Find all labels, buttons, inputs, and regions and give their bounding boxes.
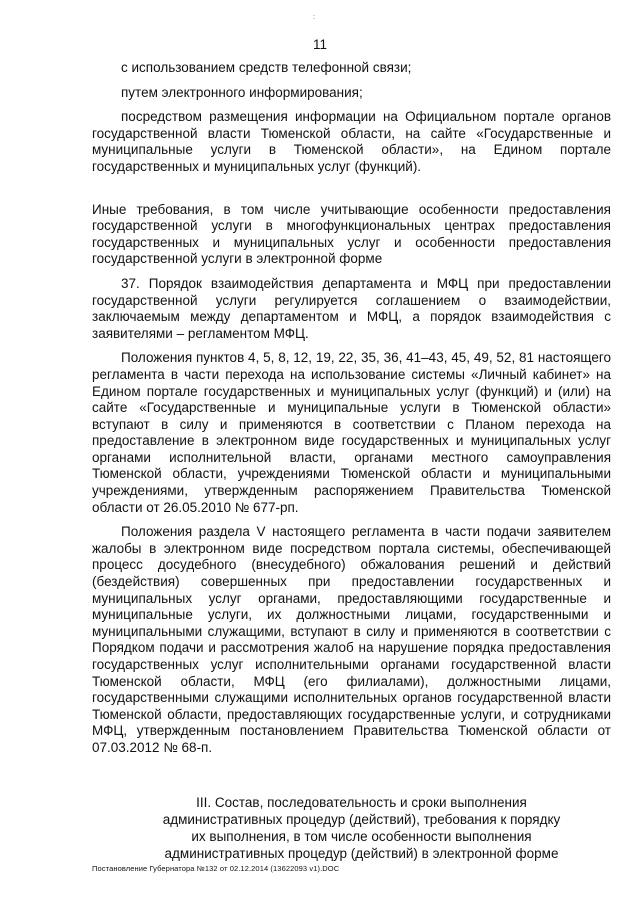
heading-line: административных процедур (действий), требования к порядку [162, 811, 561, 827]
page-number: 11 [312, 37, 327, 52]
heading-line: их выполнения, в том числе особенности выполнения [191, 828, 532, 844]
scan-mark: : [313, 14, 315, 21]
paragraph-portal: посредством размещения информации на Официальном портале органов государственной власти Тюменской области, на сайте «Государственные и муниципальные услуги в Тюменской области», на Едином портале государственных и муниципальных услуг (функций). [92, 109, 611, 174]
document-footer: Постановление Губернатора №132 от 02.12.2014 (13622093 v1).DOC [92, 864, 340, 873]
section-subheading: Иные требования, в том числе учитывающие особенности предоставления государственной услуги в многофункциональных центрах предоставления государственных и муниципальных услуг и особенности предоставления государственной услуги в электронной форме [92, 201, 611, 267]
paragraph-37: 37. Порядок взаимодействия департамента и МФЦ при предоставлении государственной услуги регулируется соглашением о взаимодействии, заключаемым между департаментом и МФЦ, а порядок взаимодействия с заявителями – регламентом МФЦ. [92, 275, 611, 341]
paragraph-provisions-section-v: Положения раздела V настоящего регламента в части подачи заявителем жалобы в электронном виде посредством портала системы, обеспечивающей процесс досудебного (внесудебного) обжалования решений и действий (бездействия) совершенных при предоставлении государственных и муниципальных услуг органами, предоставляющими государственные и муниципальные услуги, их должностными лицами, государственными и муниципальными служащими, вступают в силу и применяются в соответствии с Порядком подачи и рассмотрения жалоб на нарушение порядка предоставления государственных услуг исполнительными органами государственной власти Тюменской области, МФЦ (его филиалами), должностными лицами, государственными служащими исполнительных органов государственной власти Тюменской области, предоставляющих государственные услуги, и сотрудниками МФЦ, утвержденным постановлением Правительства Тюменской области от 07.03.2012 № 68-п. [92, 524, 611, 755]
paragraph-provisions-points: Положения пунктов 4, 5, 8, 12, 19, 22, 35, 36, 41–43, 45, 49, 52, 81 настоящего регламента в части перехода на использование системы «Личный кабинет» на Едином портале государственных и муниципальных услуг (функций) и (или) на сайте «Государственные и муниципальные услуги в Тюменской области» вступают в силу и применяются в соответствии с Планом перехода на предоставление в электронном виде государственных и муниципальных услуг органами исполнительной власти, органами местного самоуправления Тюменской области, учреждениями Тюменской области и муниципальными учреждениями, утвержденным распоряжением Правительства Тюменской области от 26.05.2010 № 677-рп. [92, 350, 611, 515]
paragraph-electronic-info: путем электронного информирования; [121, 84, 363, 100]
heading-line: III. Состав, последовательность и сроки выполнения [196, 794, 527, 810]
section-heading-iii [92, 794, 611, 862]
paragraph-phone: с использованием средств телефонной связи; [121, 60, 412, 75]
heading-line: административных процедур (действий) в электронной форме [164, 845, 559, 861]
document-body [92, 60, 611, 862]
